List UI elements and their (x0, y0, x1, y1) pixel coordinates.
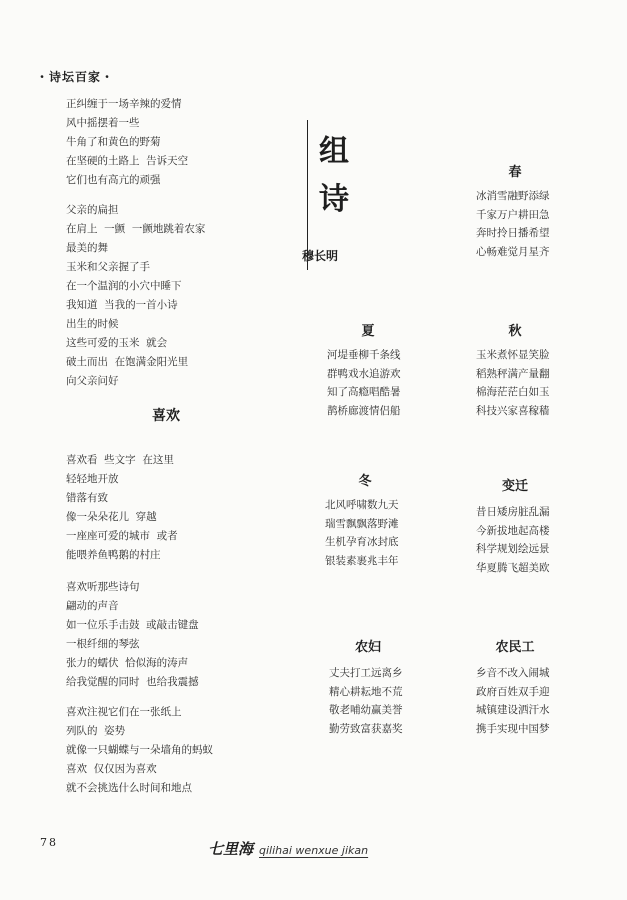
page-number: 78 (40, 836, 58, 849)
poem-lines-autumn: 玉米煮怀显笑脸 稻熟秤满产量翻 棉海茫茫白如玉 科技兴家喜稼穑 (476, 349, 550, 417)
magazine-pinyin: qilihai wenxue jikan (259, 844, 369, 857)
group-poem-title: 组诗 (319, 134, 349, 217)
poem-title-farm-woman: 农妇 (354, 640, 381, 655)
poem-lines-spring: 冰消雪融野添绿 千家万户耕田急 奔时拎日播希望 心畅难觉月星齐 (476, 190, 550, 258)
left-poem-stanza-4: 喜欢听那些诗句 翩动的声音 如一位乐手击鼓 或敲击键盘 一根纤细的琴弦 张力的蠕伏 恰似海的涛声 给我觉醒的同时 也给我震撼 (66, 581, 199, 688)
poem-lines-winter: 北风呼啸数九天 瑞雪飘飘落野滩 生机孕育冰封底 银装素裹兆丰年 (325, 499, 399, 567)
poem-title-change: 变迁 (501, 479, 528, 494)
footer-branding (208, 838, 368, 859)
poem-lines-farm-woman: 丈夫打工远离乡 精心耕耘地不荒 敬老哺幼赢美誉 勤劳致富获嘉奖 (329, 667, 403, 735)
poem-lines-change: 昔日矮房脏乱漏 今新拔地起高楼 科学规划绘远景 华夏腾飞超美欧 (476, 506, 550, 574)
section-label: ・诗坛百家・ (36, 70, 115, 84)
poem-title-spring: 春 (508, 165, 522, 180)
poem-lines-migrant-worker: 乡音不改入闹城 政府百姓双手迎 城镇建设洒汗水 携手实现中国梦 (476, 667, 550, 735)
poem-title-autumn: 秋 (508, 324, 522, 339)
author-name: 穆长明 (302, 249, 339, 263)
left-poem-stanza-5: 喜欢注视它们在一张纸上 列队的 姿势 就像一只蝴蝶与一朵墙角的蚂蚁 喜欢 仅仅因为喜欢 就不会挑选什么时间和地点 (66, 706, 213, 794)
left-poem-stanza-1: 正纠缠于一场辛辣的爱情 风中摇摆着一些 牛角了和黄色的野菊 在坚硬的土路上 告诉天空 它们也有高亢的顽强 (66, 98, 189, 186)
magazine-logo: 七里海 (208, 840, 254, 858)
poem-lines-summer: 河堤垂柳千条线 群鸭戏水追游欢 知了高瘾唱酷暑 鹊桥廊渡情侣船 (327, 349, 401, 417)
poem-title-summer: 夏 (361, 324, 375, 339)
poem-title-winter: 冬 (358, 474, 372, 489)
left-poem-stanza-3: 喜欢看 些文字 在这里 轻轻地开放 错落有致 像一朵朵花儿 穿越 一座座可爱的城市 或者 能喂养鱼鸭鹅的村庄 (66, 454, 178, 561)
left-poem-stanza-2: 父亲的扁担 在肩上 一颤 一颤地跳着农家 最美的舞 玉米和父亲握了手 在一个温润的小穴中睡下 我知道 当我的一首小诗 出生的时候 这些可爱的玉米 就会 破土而出 在饱满金阳光里 向父亲问好 (66, 204, 206, 387)
left-poem-title: 喜欢 (152, 408, 180, 424)
poem-title-migrant-worker: 农民工 (495, 640, 535, 655)
